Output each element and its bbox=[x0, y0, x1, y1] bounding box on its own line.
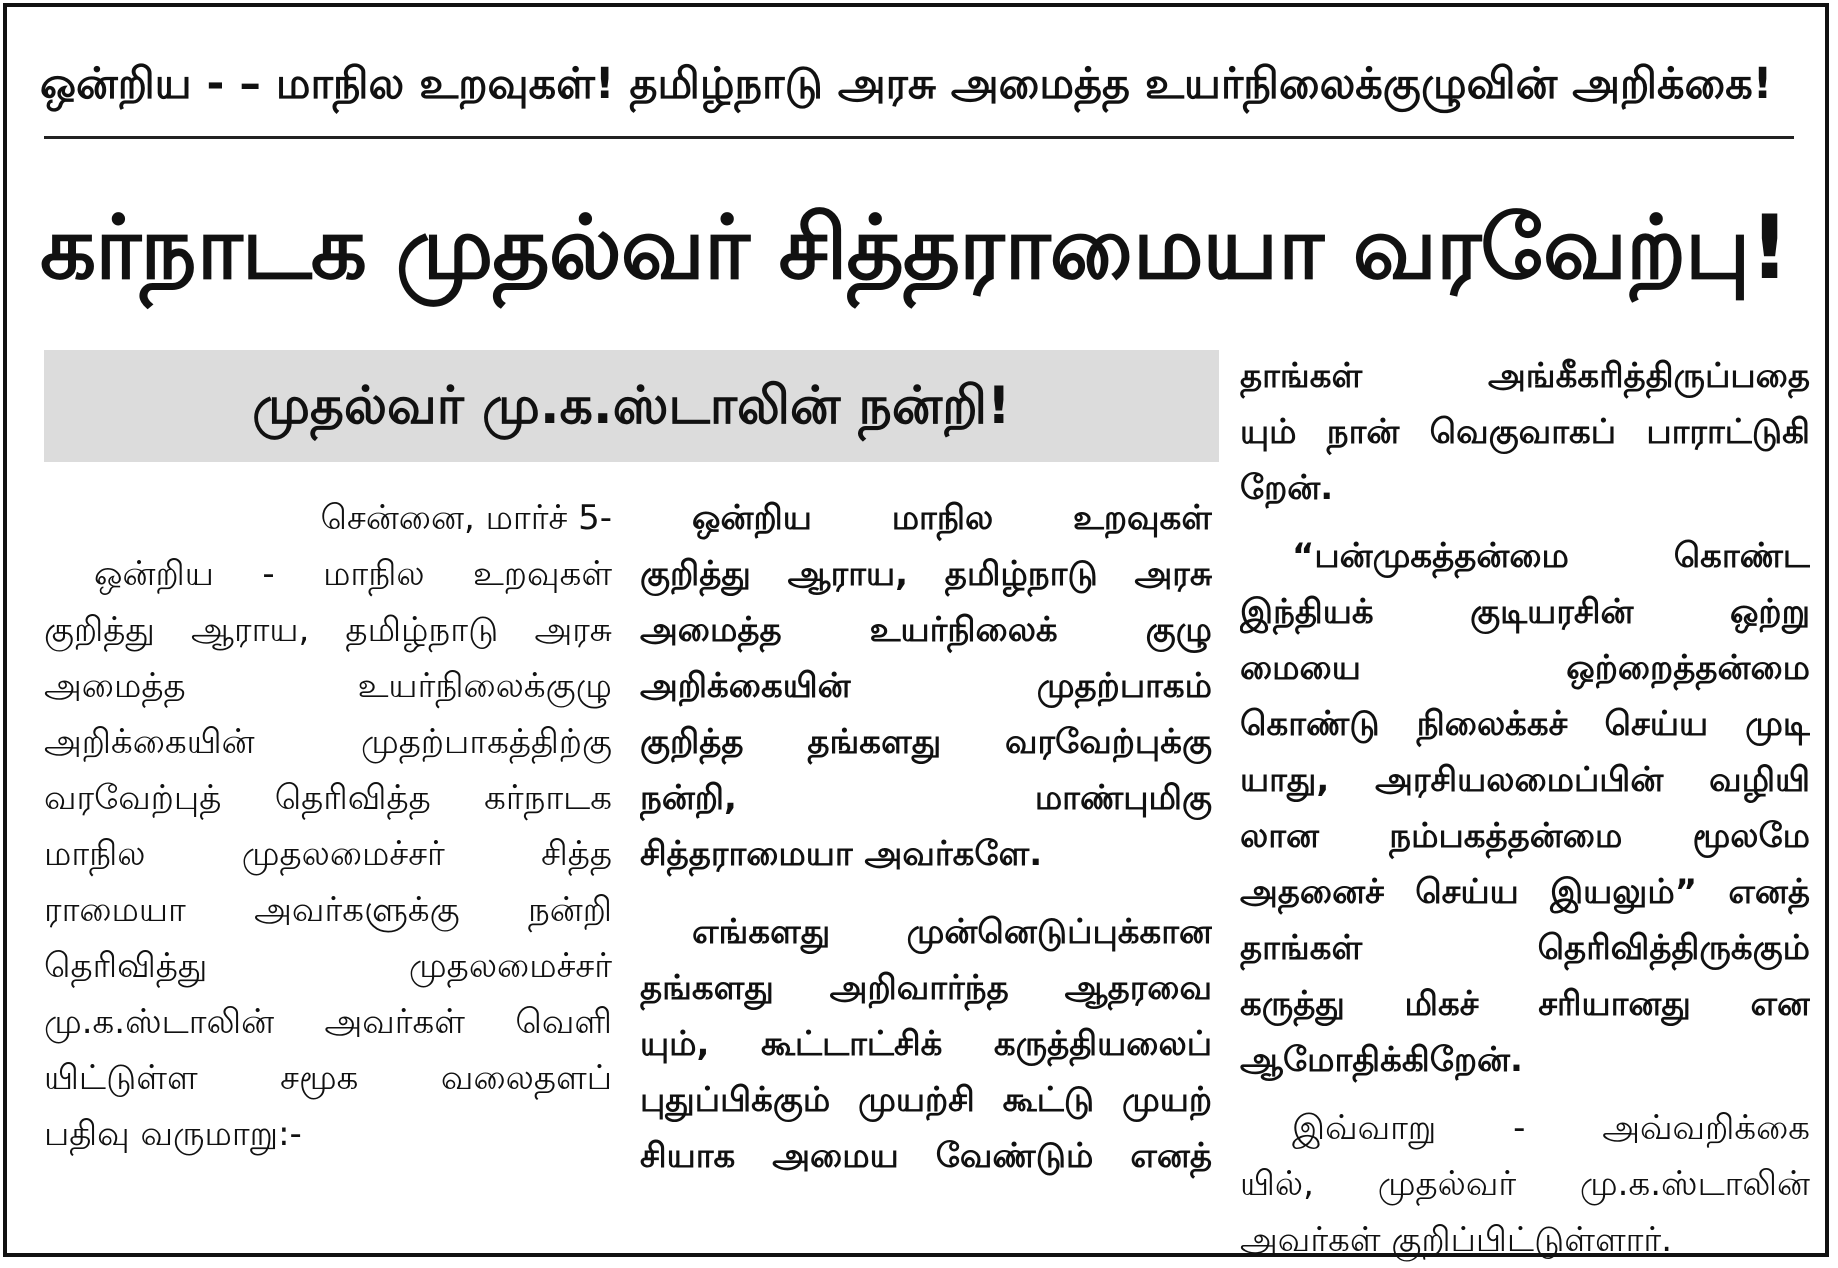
article-line: அமைத்த உயர்நிலைக்குழு bbox=[44, 666, 612, 706]
article-line: யும் நான் வெகுவாகப் பாராட்டுகி bbox=[1240, 412, 1810, 452]
article-line: இந்தியக் குடியரசின் ஒற்று bbox=[1240, 592, 1810, 632]
article-line: ராமையா அவர்களுக்கு நன்றி bbox=[44, 890, 612, 930]
article-line: தங்களது அறிவார்ந்த ஆதரவை bbox=[640, 968, 1212, 1008]
article-line: றேன். bbox=[1240, 468, 1334, 508]
kicker-rule bbox=[44, 136, 1794, 139]
article-line: சியாக அமைய வேண்டும் எனத் bbox=[640, 1136, 1212, 1176]
article-line: ஆமோதிக்கிறேன். bbox=[1240, 1040, 1523, 1080]
article-column-1 bbox=[44, 490, 612, 1162]
article-column-2 bbox=[640, 490, 1212, 1184]
article-line: அமைத்த உயர்நிலைக் குழு bbox=[640, 610, 1212, 650]
paragraph-gap bbox=[1240, 516, 1810, 528]
paragraph-gap bbox=[1240, 1088, 1810, 1100]
article-line: தாங்கள் அங்கீகரித்திருப்பதை bbox=[1240, 356, 1810, 396]
article-line: யாது, அரசியலமைப்பின் வழியி bbox=[1240, 760, 1810, 800]
article-line: பதிவு வருமாறு:- bbox=[44, 1114, 302, 1154]
article-line: யும், கூட்டாட்சிக் கருத்தியலைப் bbox=[640, 1024, 1212, 1064]
article-line: “பன்முகத்தன்மை கொண்ட bbox=[1292, 536, 1810, 576]
article-line: கருத்து மிகச் சரியானது என bbox=[1240, 984, 1810, 1024]
article-line: குறித்து ஆராய, தமிழ்நாடு அரசு bbox=[44, 610, 612, 650]
article-line: மு.க.ஸ்டாலின் அவர்கள் வெளி bbox=[44, 1002, 612, 1042]
main-headline: கர்நாடக முதல்வர் சித்தராமையா வரவேற்பு! bbox=[40, 196, 1789, 299]
article-line: புதுப்பிக்கும் முயற்சி கூட்டு முயற் bbox=[640, 1080, 1212, 1120]
article-line: எங்களது முன்னெடுப்புக்கான bbox=[692, 912, 1212, 952]
article-line: அவர்கள் குறிப்பிட்டுள்ளார். bbox=[1240, 1220, 1673, 1260]
article-column-3 bbox=[1240, 348, 1810, 1268]
article-line: கொண்டு நிலைக்கச் செய்ய முடி bbox=[1240, 704, 1810, 744]
dateline: சென்னை, மார்ச் 5- bbox=[320, 498, 612, 538]
article-line: குறித்த தங்களது வரவேற்புக்கு bbox=[640, 722, 1212, 762]
article-line: மையை ஒற்றைத்தன்மை bbox=[1240, 648, 1810, 688]
kicker-headline: ஒன்றிய - – மாநில உறவுகள்! தமிழ்நாடு அரசு அமைத்த உயர்நிலைக்குழுவின் அறிக்கை! bbox=[40, 59, 1773, 109]
article-line: யிட்டுள்ள சமூக வலைதளப் bbox=[44, 1058, 612, 1098]
article-line: குறித்து ஆராய, தமிழ்நாடு அரசு bbox=[640, 554, 1212, 594]
subhead-banner bbox=[44, 350, 1219, 462]
article-line: மாநில முதலமைச்சர் சித்த bbox=[44, 834, 612, 874]
article-line: நன்றி, மாண்புமிகு bbox=[640, 778, 1212, 818]
article-line: யில், முதல்வர் மு.க.ஸ்டாலின் bbox=[1240, 1164, 1810, 1204]
article-line: அறிக்கையின் முதற்பாகம் bbox=[640, 666, 1212, 706]
paragraph-gap bbox=[640, 882, 1212, 904]
subhead-title: முதல்வர் மு.க.ஸ்டாலின் நன்றி! bbox=[252, 376, 1011, 436]
article-line: தாங்கள் தெரிவித்திருக்கும் bbox=[1240, 928, 1810, 968]
article-line: வரவேற்புத் தெரிவித்த கர்நாடக bbox=[44, 778, 612, 818]
article-line: அறிக்கையின் முதற்பாகத்திற்கு bbox=[44, 722, 612, 762]
article-line: சித்தராமையா அவர்களே. bbox=[640, 834, 1043, 874]
article-line: தெரிவித்து முதலமைச்சர் bbox=[44, 946, 612, 986]
article-line: லான நம்பகத்தன்மை மூலமே bbox=[1240, 816, 1810, 856]
article-line: ஒன்றிய - மாநில உறவுகள் bbox=[94, 554, 612, 594]
article-line: இவ்வாறு - அவ்வறிக்கை bbox=[1292, 1108, 1810, 1148]
article-line: அதனைச் செய்ய இயலும்” எனத் bbox=[1240, 872, 1810, 912]
article-line: ஒன்றிய மாநில உறவுகள் bbox=[692, 498, 1212, 538]
